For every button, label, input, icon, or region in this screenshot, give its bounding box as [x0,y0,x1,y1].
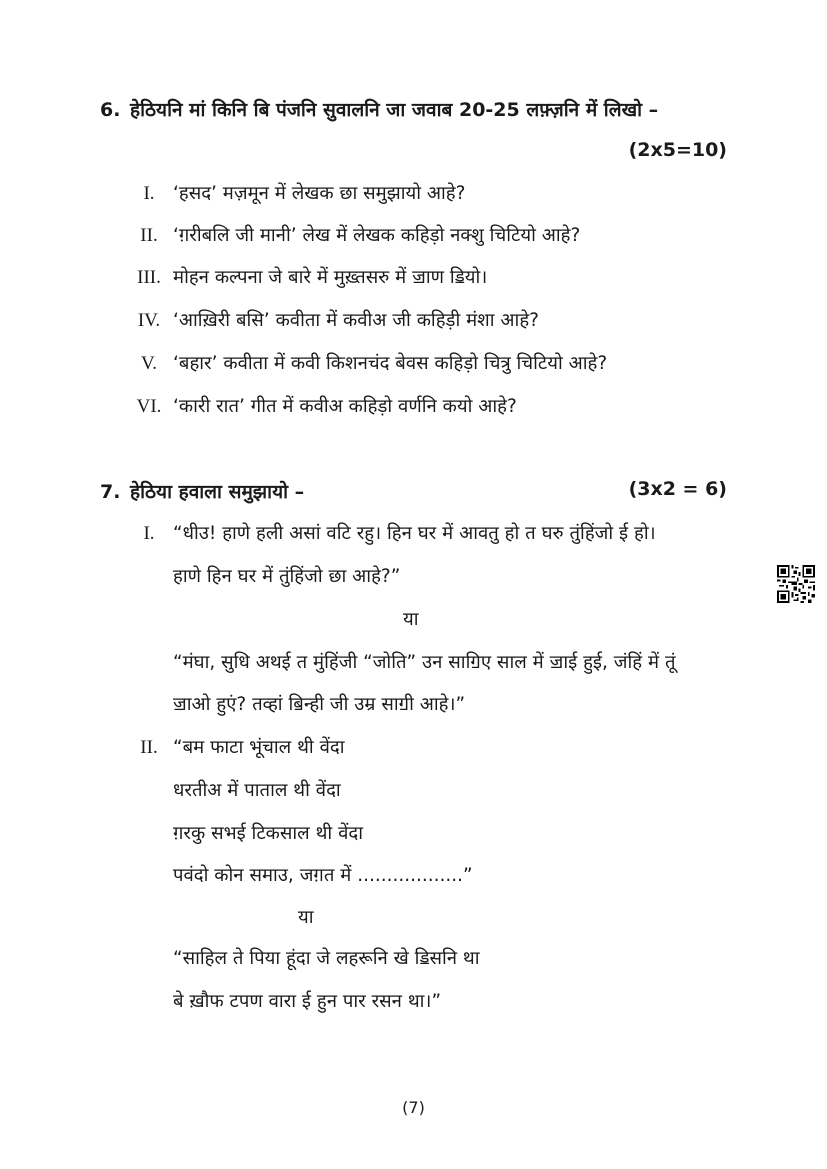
roman-numeral: IV. [137,310,161,331]
q6-item [125,307,745,332]
q6-item [125,350,745,375]
roman-numeral: VI. [136,396,162,417]
question-number: 7. [100,481,121,503]
roman-numeral: II. [140,225,158,246]
qr-code-icon [777,565,815,603]
question-6-marks: (2x5=10) [628,139,727,161]
passage-line: “धीउ! हाणे हली असां वटि रहु। हिन घर में आवतु हो त घरु तुंहिंजो ई हो। [173,523,656,544]
roman-numeral: V. [140,353,158,374]
question-7-marks: (3x2 = 6) [628,478,727,500]
item-text: ‘ग़रीबलि जी मानी’ लेख में लेखक कहिड़ो नक्शु चिटियो आहे? [173,225,581,246]
q6-item [125,180,745,205]
q6-item [125,393,745,418]
roman-numeral: I. [143,523,155,544]
item-text: ‘कारी रात’ गीत में कवीअ कहिड़ो वर्णनि कयो आहे? [173,396,517,417]
poem-line: “साहिल ते पिया हूंदा जे लहरूनि खे ॾिसनि था [173,948,480,969]
passage-line: ॼाओ हुएं? तव्हां ॿिन्ही जी उम्र साॻी आहे।” [173,694,466,715]
q6-item [125,264,745,289]
item-text: ‘बहार’ कवीता में कवी किशनचंद बेवस कहिड़ो चित्रु चिटियो आहे? [173,353,608,374]
q6-item [125,222,745,247]
question-text: हेठियनि मां किनि बि पंजनि सुवालनि जा जवाब 20-25 लफ़्ज़नि में लिखो – [130,99,659,121]
roman-numeral: II. [140,737,158,758]
poem-line: ग़रकु सभई टिकसाल थी वेंदा [173,823,363,844]
page-number: (7) [402,1098,425,1117]
poem-line: बे ख़ौफ टपण वारा ई हुन पार रसन था।” [173,991,442,1012]
or-label: या [403,609,419,630]
or-label: या [298,907,314,928]
q7-item-ii [125,734,745,759]
passage-line: “मंघा, सुधि अथई त मुंहिंजी “जोति” उन साॻिए साल में ॼाई हुई, जंहिं में तूं [173,652,676,673]
q7-item-i [125,520,745,545]
roman-numeral: III. [137,267,161,288]
question-text: हेठिया हवाला समुझायो – [130,481,305,503]
poem-line: धरतीअ में पाताल थी वेंदा [173,780,341,801]
roman-numeral: I. [143,183,155,204]
passage-line: हाणे हिन घर में तुंहिंजो छा आहे?” [173,566,401,587]
question-6-heading [100,96,730,122]
item-text: ‘हसद’ मज़मून में लेखक छा समुझायो आहे? [173,183,466,204]
item-text: मोहन कल्पना जे बारे में मुख़्तसरु में ॼाण ॾियो। [173,267,488,288]
poem-line: पवंदो कोन समाउ, जग़त में ..................” [173,865,473,886]
poem-line: “बम फाटा भूंचाल थी वेंदा [173,737,345,758]
question-number: 6. [100,99,121,121]
item-text: ‘आख़िरी बसि’ कवीता में कवीअ जी कहिड़ी मंशा आहे? [173,310,539,331]
